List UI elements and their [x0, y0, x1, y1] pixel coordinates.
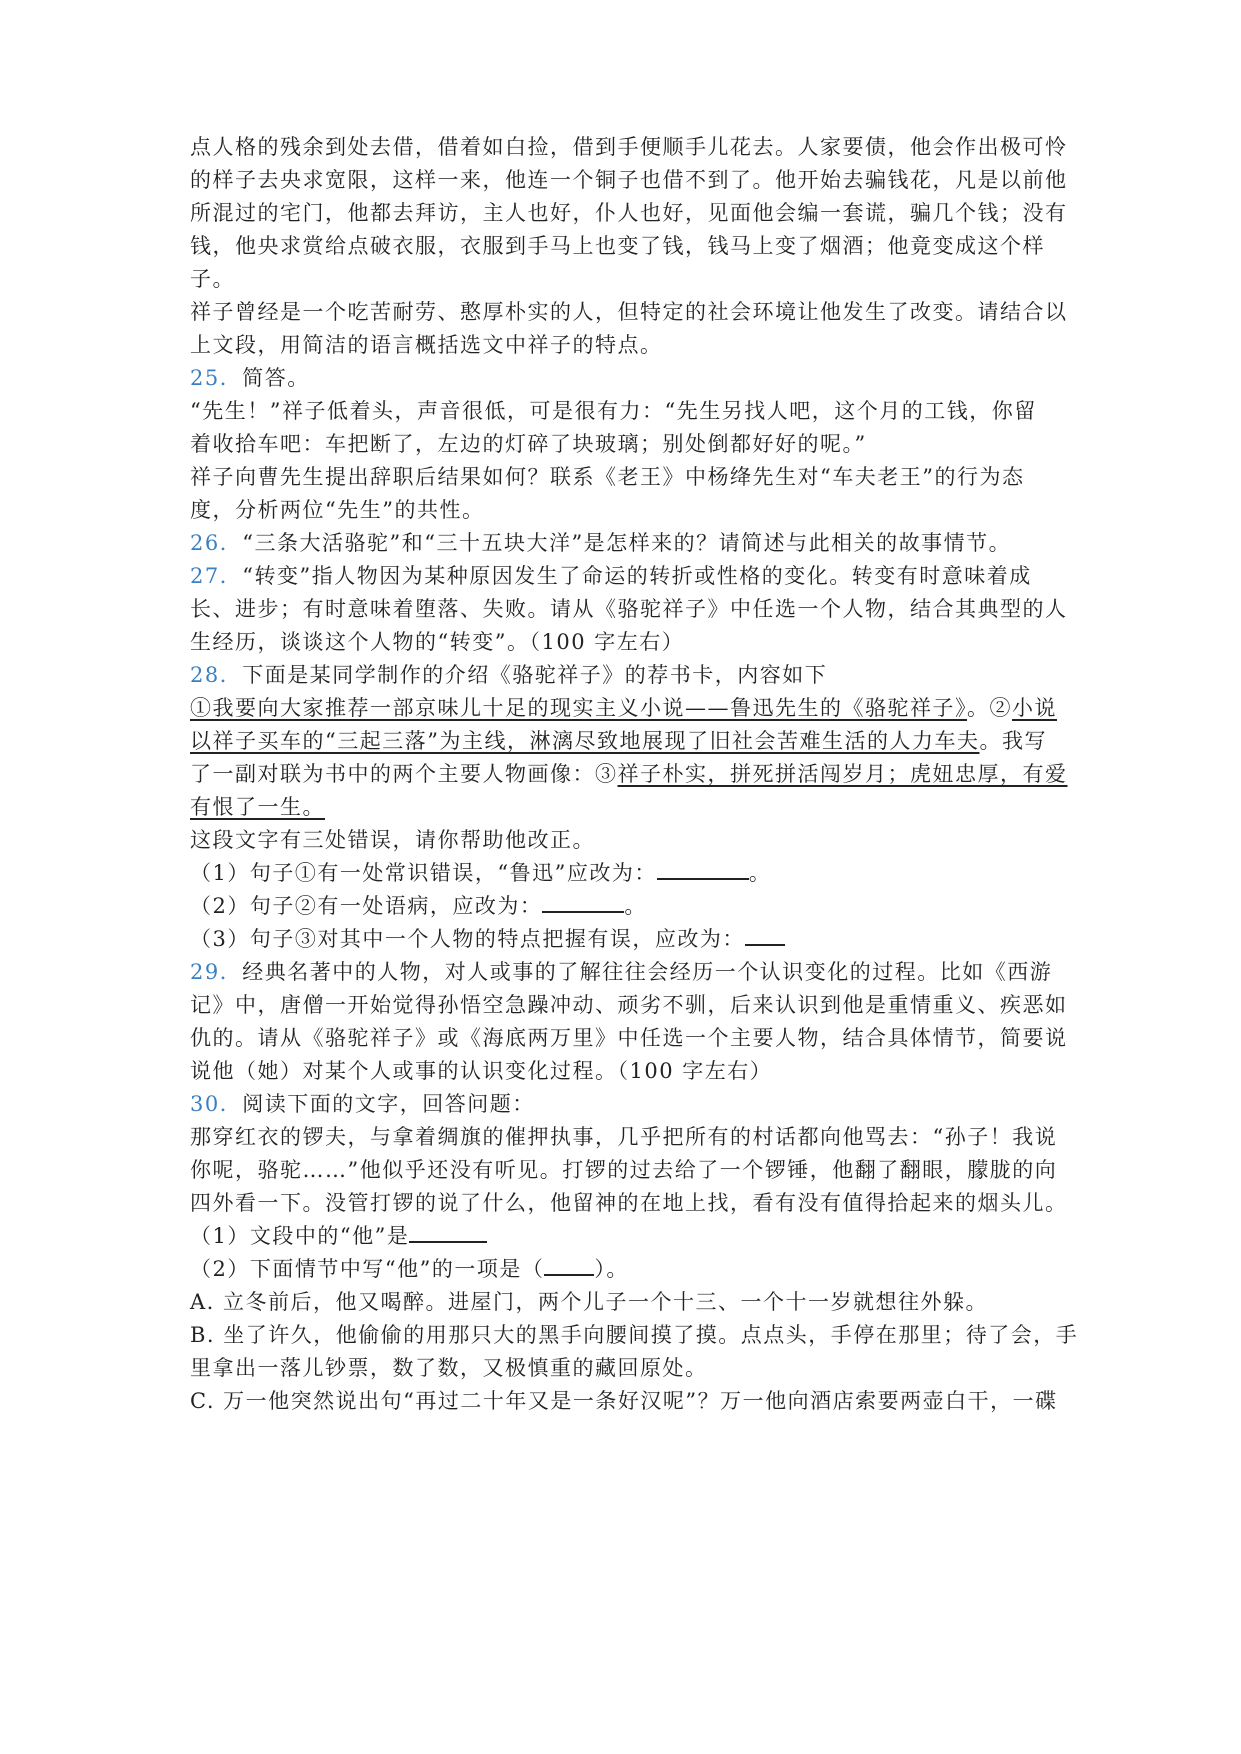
- question-28: [190, 660, 827, 690]
- question-text: 度，分析两位“先生”的共性。: [190, 498, 485, 522]
- question-text: “三条大活骆驼”和“三十五块大洋”是怎样来的？请简述与此相关的故事情节。: [242, 531, 1012, 555]
- sentence-2-underlined: 小说: [1012, 696, 1057, 720]
- sub-question-1: [190, 858, 771, 888]
- passage-line: 着收拾车吧：车把断了，左边的灯碎了块玻璃；别处倒都好好的呢。”: [190, 432, 867, 456]
- question-text: 说他（她）对某个人或事的认识变化过程。（100 字左右）: [190, 1059, 773, 1083]
- answer-blank[interactable]: [745, 924, 785, 946]
- sentence-3-underlined: 有恨了一生。: [190, 795, 325, 819]
- card-text: 。②: [967, 696, 1012, 720]
- passage-line: “先生！”祥子低着头，声音很低，可是很有力：“先生另找人吧，这个月的工钱，你留: [190, 399, 1037, 423]
- passage-line: 所混过的宅门，他都去拜访，主人也好，仆人也好，见面他会编一套谎，骗几个钱；没有: [190, 201, 1068, 225]
- sub-question-text: 。: [748, 861, 772, 885]
- sub-question-text: ）。: [594, 1257, 629, 1281]
- answer-blank[interactable]: [409, 1221, 487, 1243]
- question-title: 下面是某同学制作的介绍《骆驼祥子》的荐书卡，内容如下: [242, 663, 828, 687]
- question-title: 简答。: [242, 366, 310, 390]
- question-text: 长、进步；有时意味着堕落、失败。请从《骆驼祥子》中任选一个人物，结合其典型的人: [190, 597, 1068, 621]
- question-number: 26．: [190, 531, 243, 555]
- card-text: 。我写: [979, 729, 1047, 753]
- sentence-3-underlined: 祥子朴实，拼死拼活闯岁月；虎妞忠厚，有爱: [617, 762, 1068, 786]
- question-text: 上文段，用简洁的语言概括选文中祥子的特点。: [190, 333, 663, 357]
- answer-blank[interactable]: [544, 1254, 594, 1276]
- sub-question-text: （1）文段中的“他”是: [190, 1224, 410, 1248]
- question-number: 29．: [190, 960, 243, 984]
- card-text: 了一副对联为书中的两个主要人物画像：③: [190, 762, 618, 786]
- question-26: [190, 528, 1011, 558]
- option-b-continued: 里拿出一落儿钞票，数了数，又极慎重的藏回原处。: [190, 1356, 708, 1380]
- question-text: 祥子向曹先生提出辞职后结果如何？联系《老王》中杨绛先生对“车夫老王”的行为态: [190, 465, 1025, 489]
- question-number: 30．: [190, 1092, 243, 1116]
- card-line: [190, 792, 325, 822]
- option-b: B. 坐了许久，他偷偷的用那只大的黑手向腰间摸了摸。点点头，手停在那里；待了会，手: [190, 1323, 1079, 1347]
- question-text: “转变”指人物因为某种原因发生了命运的转折或性格的变化。转变有时意味着成: [242, 564, 1032, 588]
- answer-blank[interactable]: [657, 858, 749, 880]
- sentence-2-underlined: 以祥子买车的“三起三落”为主线，淋漓尽致地展现了旧社会苦难生活的人力车夫: [190, 729, 980, 753]
- sub-question-3: [190, 924, 785, 954]
- sentence-1-underlined: ①我要向大家推荐一部京味儿十足的现实主义小说——鲁迅先生的《骆驼祥子》: [190, 696, 967, 720]
- passage-line: 点人格的残余到处去借，借着如白捡，借到手便顺手儿花去。人家要债，他会作出极可怜: [190, 135, 1068, 159]
- sub-question-text: （2）下面情节中写“他”的一项是（: [190, 1257, 545, 1281]
- question-text: 仇的。请从《骆驼祥子》或《海底两万里》中任选一个主要人物，结合具体情节，简要说: [190, 1026, 1068, 1050]
- question-number: 28．: [190, 663, 243, 687]
- sub-question-1: [190, 1221, 487, 1251]
- question-text: 经典名著中的人物，对人或事的了解往往会经历一个认识变化的过程。比如《西游: [242, 960, 1053, 984]
- question-text: 祥子曾经是一个吃苦耐劳、憨厚朴实的人，但特定的社会环境让他发生了改变。请结合以: [190, 300, 1068, 324]
- passage-line: 的样子去央求宽限，这样一来，他连一个铜子也借不到了。他开始去骗钱花，凡是以前他: [190, 168, 1068, 192]
- card-line: [190, 693, 1057, 723]
- sub-question-2: [190, 1254, 629, 1284]
- passage-line: 你呢，骆驼……”他似乎还没有听见。打锣的过去给了一个锣锤，他翻了翻眼，朦胧的向: [190, 1158, 1058, 1182]
- question-30: [190, 1089, 535, 1119]
- question-number: 27．: [190, 564, 243, 588]
- sub-question-text: （2）句子②有一处语病，应改为：: [190, 894, 543, 918]
- question-title: 阅读下面的文字，回答问题：: [242, 1092, 535, 1116]
- question-text: 记》中，唐僧一开始觉得孙悟空急躁冲动、顽劣不驯，后来认识到他是重情重义、疾恶如: [190, 993, 1068, 1017]
- card-line: [190, 726, 1047, 756]
- sub-question-text: 。: [624, 894, 647, 918]
- card-line: [190, 759, 1068, 789]
- option-a: A. 立冬前后，他又喝醉。进屋门，两个儿子一个十三、一个十一岁就想往外躲。: [190, 1290, 989, 1314]
- passage-line: 四外看一下。没管打锣的说了什么，他留神的在地上找，看有没有值得拾起来的烟头儿。: [190, 1191, 1068, 1215]
- question-number: 25．: [190, 366, 243, 390]
- question-text: 这段文字有三处错误，请你帮助他改正。: [190, 828, 595, 852]
- passage-line: 那穿红衣的锣夫，与拿着绸旗的催押执事，几乎把所有的村话都向他骂去：“孙子！我说: [190, 1125, 1058, 1149]
- question-29: [190, 957, 1052, 987]
- option-c: C. 万一他突然说出句“再过二十年又是一条好汉呢”？万一他向酒店索要两壶白干，一碟: [190, 1389, 1058, 1413]
- passage-line: 钱，他央求赏给点破衣服，衣服到手马上也变了钱，钱马上变了烟酒；他竟变成这个样: [190, 234, 1045, 258]
- sub-question-text: （3）句子③对其中一个人物的特点把握有误，应改为：: [190, 927, 745, 951]
- sub-question-text: （1）句子①有一处常识错误，“鲁迅”应改为：: [190, 861, 657, 885]
- passage-line: 子。: [190, 267, 235, 291]
- answer-blank[interactable]: [542, 891, 624, 913]
- question-text: 生经历，谈谈这个人物的“转变”。（100 字左右）: [190, 630, 685, 654]
- sub-question-2: [190, 891, 647, 921]
- question-25-heading: [190, 363, 310, 393]
- question-27: [190, 561, 1032, 591]
